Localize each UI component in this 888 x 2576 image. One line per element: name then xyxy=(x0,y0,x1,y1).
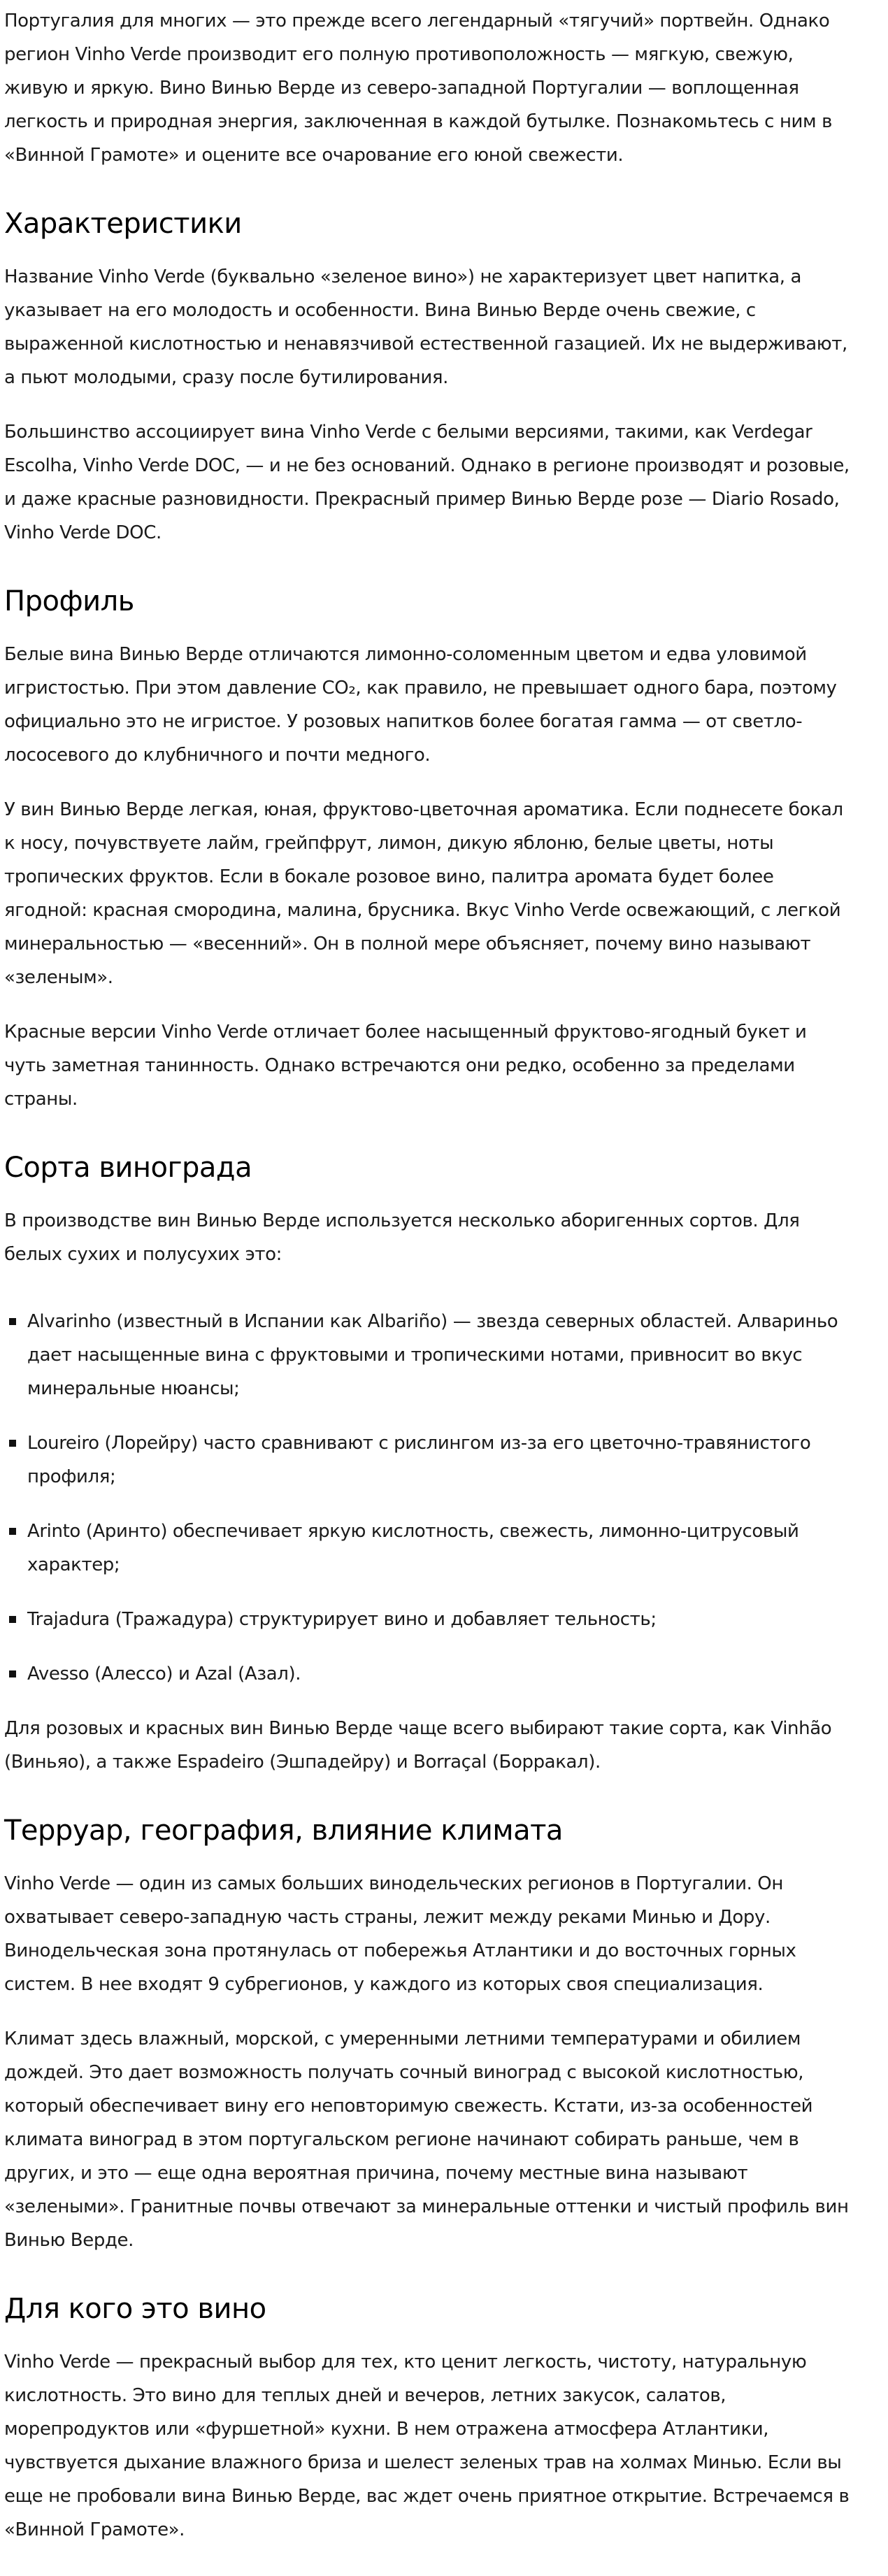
paragraph: Vinho Verde — один из самых больших винодельческих регионов в Португалии. Он охватывает северо-западную часть страны, лежит между реками Минью и Дору. Винодельческая зона протянулась от побережья Атлантики и до восточных горных систем. В нее входят 9 субрегионов, у каждого из которых своя специализация. xyxy=(4,1873,796,1995)
paragraph: В производстве вин Винью Верде используется несколько аборигенных сортов. Для белых сухих и полусухих это: xyxy=(4,1210,800,1265)
paragraph: Название Vinho Verde (буквально «зеленое вино») не характеризует цвет напитка, а указывает на его молодость и особенности. Вина Винью Верде очень свежие, с выраженной кислотностью и ненавязчивой естественной газацией. Их не выдерживают, а пьют молодыми, сразу после бутилирования. xyxy=(4,266,847,388)
section-heading-terroir: Терруар, география, влияние климата xyxy=(4,1815,563,1847)
list-item-text: Avesso (Алессо) и Azal (Азал). xyxy=(27,1663,301,1684)
list-item xyxy=(4,1515,852,1582)
list-item-text: Arinto (Аринто) обеспечивает яркую кислотность, свежесть, лимонно-цитрусовый характер; xyxy=(27,1521,799,1575)
grape-list xyxy=(4,1305,852,1691)
paragraph: Красные версии Vinho Verde отличает более насыщенный фруктово-ягодный букет и чуть заметная танинность. Однако встречаются они редко, особенно за пределами страны. xyxy=(4,1022,807,1110)
square-bullet-icon xyxy=(9,1670,16,1677)
section-heading-grape-varieties: Сорта винограда xyxy=(4,1152,252,1184)
square-bullet-icon xyxy=(9,1440,16,1447)
list-item-text: Alvarinho (известный в Испании как Albariño) — звезда северных областей. Алвариньо дает насыщенные вина с фруктовыми и тропическими нотами, привносит во вкус минеральные нюансы; xyxy=(27,1311,838,1399)
paragraph: Для розовых и красных вин Винью Верде чаще всего выбирают такие сорта, как Vinhão (Виньяо), а также Espadeiro (Эшпадейру) и Borraçal (Борракал). xyxy=(4,1718,832,1773)
section-heading-profile: Профиль xyxy=(4,585,134,617)
section-characteristics xyxy=(4,206,852,550)
section-heading-characteristics: Характеристики xyxy=(4,208,242,240)
list-item xyxy=(4,1305,852,1405)
section-grape-varieties xyxy=(4,1150,852,1779)
list-item xyxy=(4,1426,852,1494)
paragraph: У вин Винью Верде легкая, юная, фруктово-цветочная ароматика. Если поднесете бокал к носу, почувствуете лайм, грейпфрут, лимон, дикую яблоню, белые цветы, ноты тропических фруктов. Если в бокале розовое вино, палитра аромата будет более ягодной: красная смородина, малина, брусника. Вкус Vinho Verde освежающий, с легкой минеральностью — «весенний». Он в полной мере объясняет, почему вино называют «зеленым». xyxy=(4,799,843,988)
section-profile xyxy=(4,583,852,1116)
paragraph: Белые вина Винью Верде отличаются лимонно-соломенным цветом и едва уловимой игристостью. При этом давление CO₂, как правило, не превышает одного бара, поэтому официально это не игристое. У розовых напитков более богатая гамма — от светло-лососевого до клубничного и почти медного. xyxy=(4,644,837,766)
square-bullet-icon xyxy=(9,1616,16,1623)
intro-paragraph: Португалия для многих — это прежде всего легендарный «тягучий» портвейн. Однако регион Vinho Verde производит его полную противоположность — мягкую, свежую, живую и яркую. Вино Винью Верде из северо-западной Португалии — воплощенная легкость и природная энергия, заключенная в каждой бутылке. Познакомьтесь с ним в «Винной Грамоте» и оцените все очарование его юной свежести. xyxy=(4,10,833,166)
square-bullet-icon xyxy=(9,1318,16,1325)
list-item xyxy=(4,1603,852,1636)
list-item-text: Loureiro (Лорейру) часто сравнивают с рислингом из-за его цветочно-травянистого профиля; xyxy=(27,1433,811,1487)
section-who-is-it-for xyxy=(4,2291,852,2547)
list-item xyxy=(4,1657,852,1691)
paragraph: Климат здесь влажный, морской, с умеренными летними температурами и обилием дождей. Это дает возможность получать сочный виноград с высокой кислотностью, который обеспечивает вину его неповторимую свежесть. Кстати, из-за особенностей климата виноград в этом португальском регионе начинают собирать раньше, чем в других, и это — еще одна вероятная причина, почему местные вина называют «зелеными». Гранитные почвы отвечают за минеральные оттенки и чистый профиль вин Винью Верде. xyxy=(4,2028,849,2251)
square-bullet-icon xyxy=(9,1528,16,1535)
section-heading-who-is-it-for: Для кого это вино xyxy=(4,2293,266,2325)
paragraph: Vinho Verde — прекрасный выбор для тех, кто ценит легкость, чистоту, натуральную кислотность. Это вино для теплых дней и вечеров, летних закусок, салатов, морепродуктов или «фуршетной» кухни. В нем отражена атмосфера Атлантики, чувствуется дыхание влажного бриза и шелест зеленых трав на холмах Минью. Если вы еще не пробовали вина Винью Верде, вас ждет очень приятное открытие. Встречаемся в «Винной Грамоте». xyxy=(4,2352,850,2540)
section-terroir xyxy=(4,1812,852,2257)
paragraph: Большинство ассоциирует вина Vinho Verde с белыми версиями, такими, как Verdegar Escolha, Vinho Verde DOC, — и не без оснований. Однако в регионе производят и розовые, и даже красные разновидности. Прекрасный пример Винью Верде розе — Diario Rosado, Vinho Verde DOC. xyxy=(4,422,850,543)
list-item-text: Trajadura (Тражадура) структурирует вино и добавляет тельность; xyxy=(27,1609,657,1630)
